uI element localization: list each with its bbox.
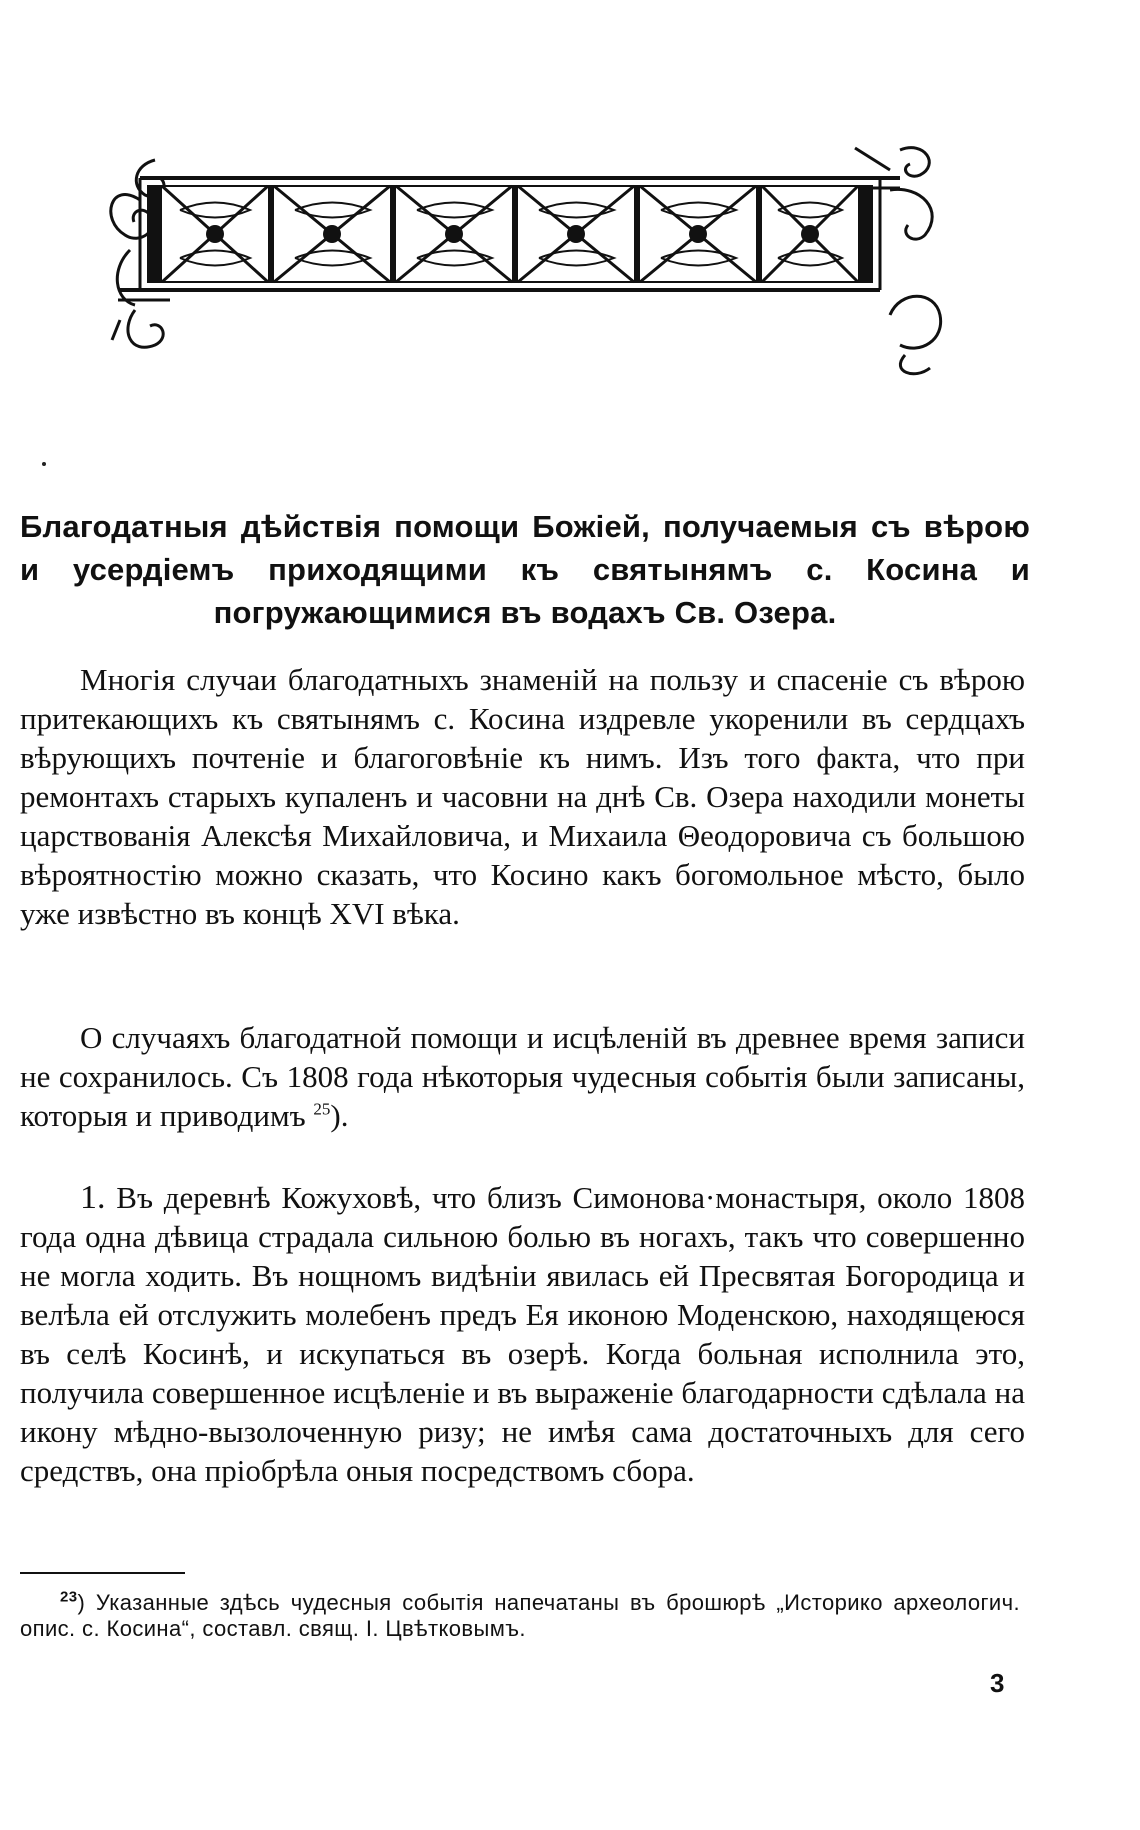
ornamental-headpiece [100, 140, 960, 380]
paragraph-1-text: Многія случаи благодатныхъ знаменій на пользу и спасеніе съ вѣрою притекающихъ къ святынямъ с. Косина издревле укоренили въ сердцахъ вѣрующихъ почтеніе и благоговѣніе къ нимъ. Изъ того факта, что при ремонтахъ старыхъ купаленъ и часовни на днѣ Св. Озера находили монеты царствованія Алексѣя Михайловича, и Михаила Θеодоровича съ большою вѣроятностію можно сказать, что Косино какъ богомольное мѣсто, было уже извѣстно въ концѣ XVI вѣка. [20, 662, 1025, 931]
item-1 [20, 1178, 1025, 1490]
paragraph-2-end: ). [330, 1098, 349, 1133]
footnote-text: ) Указанные здѣсь чудесныя событія напечатаны въ брошюрѣ „Историко археологич. опис. с. Косина“, составл. свящ. І. Цвѣтковымъ. [20, 1590, 1020, 1641]
paragraph-2-text: О случаяхъ благодатной помощи и исцѣленій въ древнее время записи не сохранилось. Съ 1808 года нѣкоторыя чудесныя событія были записаны, которыя и приводимъ [20, 1020, 1025, 1133]
page-number: 3 [990, 1668, 1005, 1698]
patterned-band [148, 186, 872, 282]
paragraph-1 [20, 660, 1025, 933]
footnote-reference: 25 [313, 1099, 331, 1119]
item-1-number: 1. [80, 1179, 106, 1216]
footnote-separator [20, 1572, 185, 1574]
footnote [20, 1590, 1020, 1642]
paragraph-2 [20, 1018, 1025, 1135]
stray-dot [42, 462, 46, 466]
chapter-title: Благодатныя дѣйствія помощи Божіей, получаемыя съ вѣрою и усердіемъ приходящими къ святынямъ с. Косина и погружающимися въ водахъ Св. Озера. [20, 509, 1030, 630]
item-1-text: Въ деревнѣ Кожуховѣ, что близъ Симонова·монастыря, около 1808 года одна дѣвица страдала сильною болью въ ногахъ, такъ что совершенно не могла ходить. Въ нощномъ видѣніи явилась ей Пресвятая Богородица и велѣла ей отслужить молебенъ предъ Ея иконою Моденскою, находящеюся въ селѣ Косинѣ, и искупаться въ озерѣ. Когда больная исполнила это, получила совершенное исцѣленіе и въ выраженіе благодарности сдѣлала на икону мѣдно-вызолоченную ризу; не имѣя сама достаточныхъ для сего средствъ, она пріобрѣла оныя посредствомъ сбора. [20, 1180, 1025, 1488]
footnote-marker: 23 [60, 1588, 78, 1606]
